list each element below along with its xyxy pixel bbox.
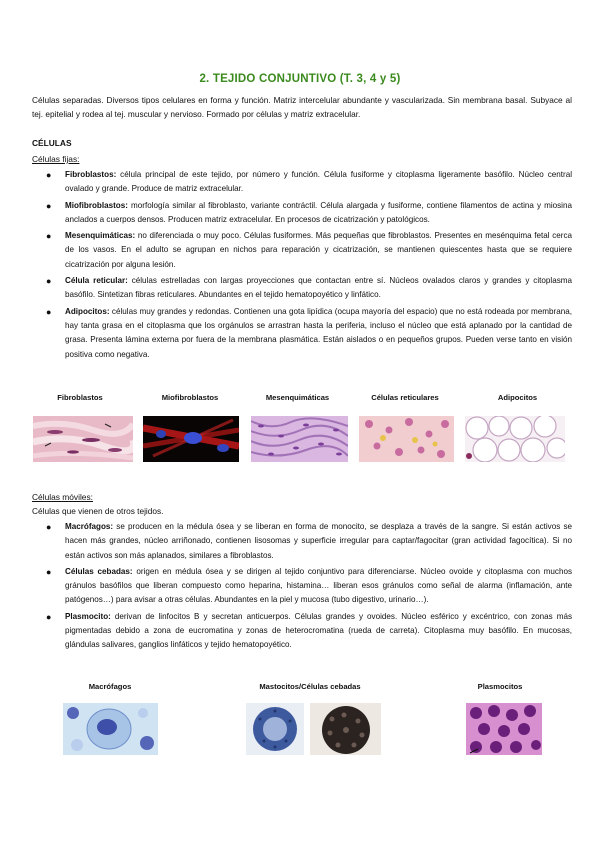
reticular-cell-micrograph	[359, 416, 454, 462]
caption-celulas-reticulares: Células reticulares	[371, 393, 439, 402]
intro-paragraph: Células separadas. Diversos tipos celulares en forma y función. Matriz intercelular abundante y vascularizada. Sin membrana basal. Subyace al tej. epitelial y rodea al tej. muscular y nervioso. Formado por células y matriz extracelular.	[32, 95, 572, 119]
list-item	[32, 520, 572, 563]
caption-plasmocitos: Plasmocitos	[477, 682, 523, 691]
item-term: Plasmocito:	[65, 611, 111, 621]
mobile-cells-heading: Células móviles:	[32, 492, 93, 502]
item-term: Macrófagos:	[65, 522, 114, 531]
bullet-icon: ●	[46, 276, 52, 287]
item-term: Fibroblastos:	[65, 170, 117, 179]
bullet-icon: ●	[46, 306, 52, 317]
bullet-icon: ●	[46, 170, 52, 180]
item-text: morfología similar al fibroblasto, variante contráctil. Célula alargada y fusiforme, contiene filamentos de actina y miosina anclados a cuerpos densos. Producen matriz extracelular. En procesos de cicatrización y patológicos.	[65, 200, 572, 224]
item-text: células muy grandes y redondas. Contienen una gota lipídica (ocupa mayoría del espacio) que no está rodeada por membrana, hay tanta grasa en el citoplasma que los orgánulos se arrastran hasta la periferia, incluso el núcleo que está aplanado por la cantidad de grasa. Presenta lámina externa por fuera de la membrana plasmática. Están aislados o en pequeños grupos. Pueden verse tanto en visión positiva como negativa.	[65, 306, 572, 359]
item-text: células estrelladas con largas proyecciones que contactan entre sí. Núcleos ovalados claros y grandes y citoplasma basófilo. Sintetizan fibras reticulares. Abundantes en el tejido hematopoyético y linfático.	[65, 276, 572, 300]
mobile-cells-subtitle: Células que vienen de otros tejidos.	[32, 506, 164, 516]
item-text: se producen en la médula ósea y se liberan en forma de monocito, se desplaza a través de la sangre. Si están activos se hacen más grandes, núcleo arriñonado, contienen lisosomas y superficie irregular para captar/fagocitar (gran actividad fagocítica). Si no están activos son más aplanados, similares a fibroblastos.	[65, 522, 572, 560]
item-term: Célula reticular:	[65, 276, 128, 286]
caption-adipocitos: Adipocitos	[497, 393, 538, 402]
caption-mastocitos: Mastocitos/Células cebadas	[259, 682, 361, 691]
item-term: Adipocitos:	[65, 306, 110, 316]
list-item	[32, 229, 572, 272]
item-text: origen en médula ósea y se dirigen al tejido conjuntivo para diferenciarse. Núcleo ovoide y citoplasma con muchos gránulos basófilos que liberan compuesto como heparina, histamina… liberan esos gránulos como señal de alarma (inflamación, ante patógenos…) para avisar a otras células. Abundantes en la piel y mucosa (tubo digestivo, urinario…).	[65, 566, 573, 605]
item-term: Miofibroblastos:	[65, 200, 128, 210]
caption-miofibroblastos: Miofibroblastos	[161, 393, 219, 402]
item-term: Células cebadas:	[65, 566, 133, 576]
bullet-icon: ●	[46, 566, 52, 577]
item-term: Mesenquimáticas:	[65, 231, 136, 241]
bullet-icon: ●	[46, 231, 52, 242]
list-item	[32, 610, 572, 653]
fibroblast-micrograph	[33, 416, 133, 462]
adipocyte-micrograph	[465, 416, 565, 462]
bullet-icon: ●	[46, 522, 52, 532]
list-item	[32, 274, 572, 303]
caption-fibroblastos: Fibroblastos	[57, 393, 103, 402]
list-item	[32, 305, 572, 362]
item-text: célula principal de este tejido, por número y función. Célula fusiforme y citoplasma ligeramente basófilo. Núcleo central ovalado y grande. Produce de matriz extracelular.	[65, 170, 572, 194]
mobile-cells-list	[32, 520, 572, 655]
item-text: no diferenciada o muy poco. Células fusiformes. Más pequeñas que fibroblastos. Presentes en mesénquima fetal cerca de los vasos. En el adulto se agrupan en nichos para reparación y cicatrización, se mantienen quiescentes hasta que se requiere cicatrización por alguna lesión.	[65, 231, 572, 269]
cells-heading: CÉLULAS	[32, 138, 72, 148]
caption-macrofagos: Macrófagos	[88, 682, 132, 691]
page-title: 2. TEJIDO CONJUNTIVO (T. 3, 4 y 5)	[199, 73, 401, 85]
plasma-cell-micrograph	[466, 703, 542, 755]
list-item	[32, 565, 572, 608]
item-text: derivan de linfocitos B y secretan anticuerpos. Células grandes y ovoides. Núcleo esférico y excéntrico, con zonas más pigmentadas debido a zona de eucromatina y zonas de heterocromatina (rueda de carreta). Citoplasma muy basófilo. En mucosas, glándulas salivares, ganglios linfáticos y tejido hematopoyético.	[65, 611, 572, 650]
fixed-cells-heading: Células fijas:	[32, 154, 80, 164]
myofibroblast-micrograph	[143, 416, 239, 462]
mast-cell-micrograph-2	[310, 703, 381, 755]
macrophage-micrograph	[63, 703, 158, 755]
bullet-icon: ●	[46, 200, 52, 211]
mast-cell-micrograph-1	[246, 703, 304, 755]
list-item	[32, 168, 572, 197]
caption-mesenquimaticas: Mesenquimáticas	[265, 393, 330, 402]
bullet-icon: ●	[46, 611, 52, 622]
mesenchymal-micrograph	[251, 416, 348, 462]
list-item	[32, 199, 572, 228]
fixed-cells-list	[32, 168, 572, 364]
